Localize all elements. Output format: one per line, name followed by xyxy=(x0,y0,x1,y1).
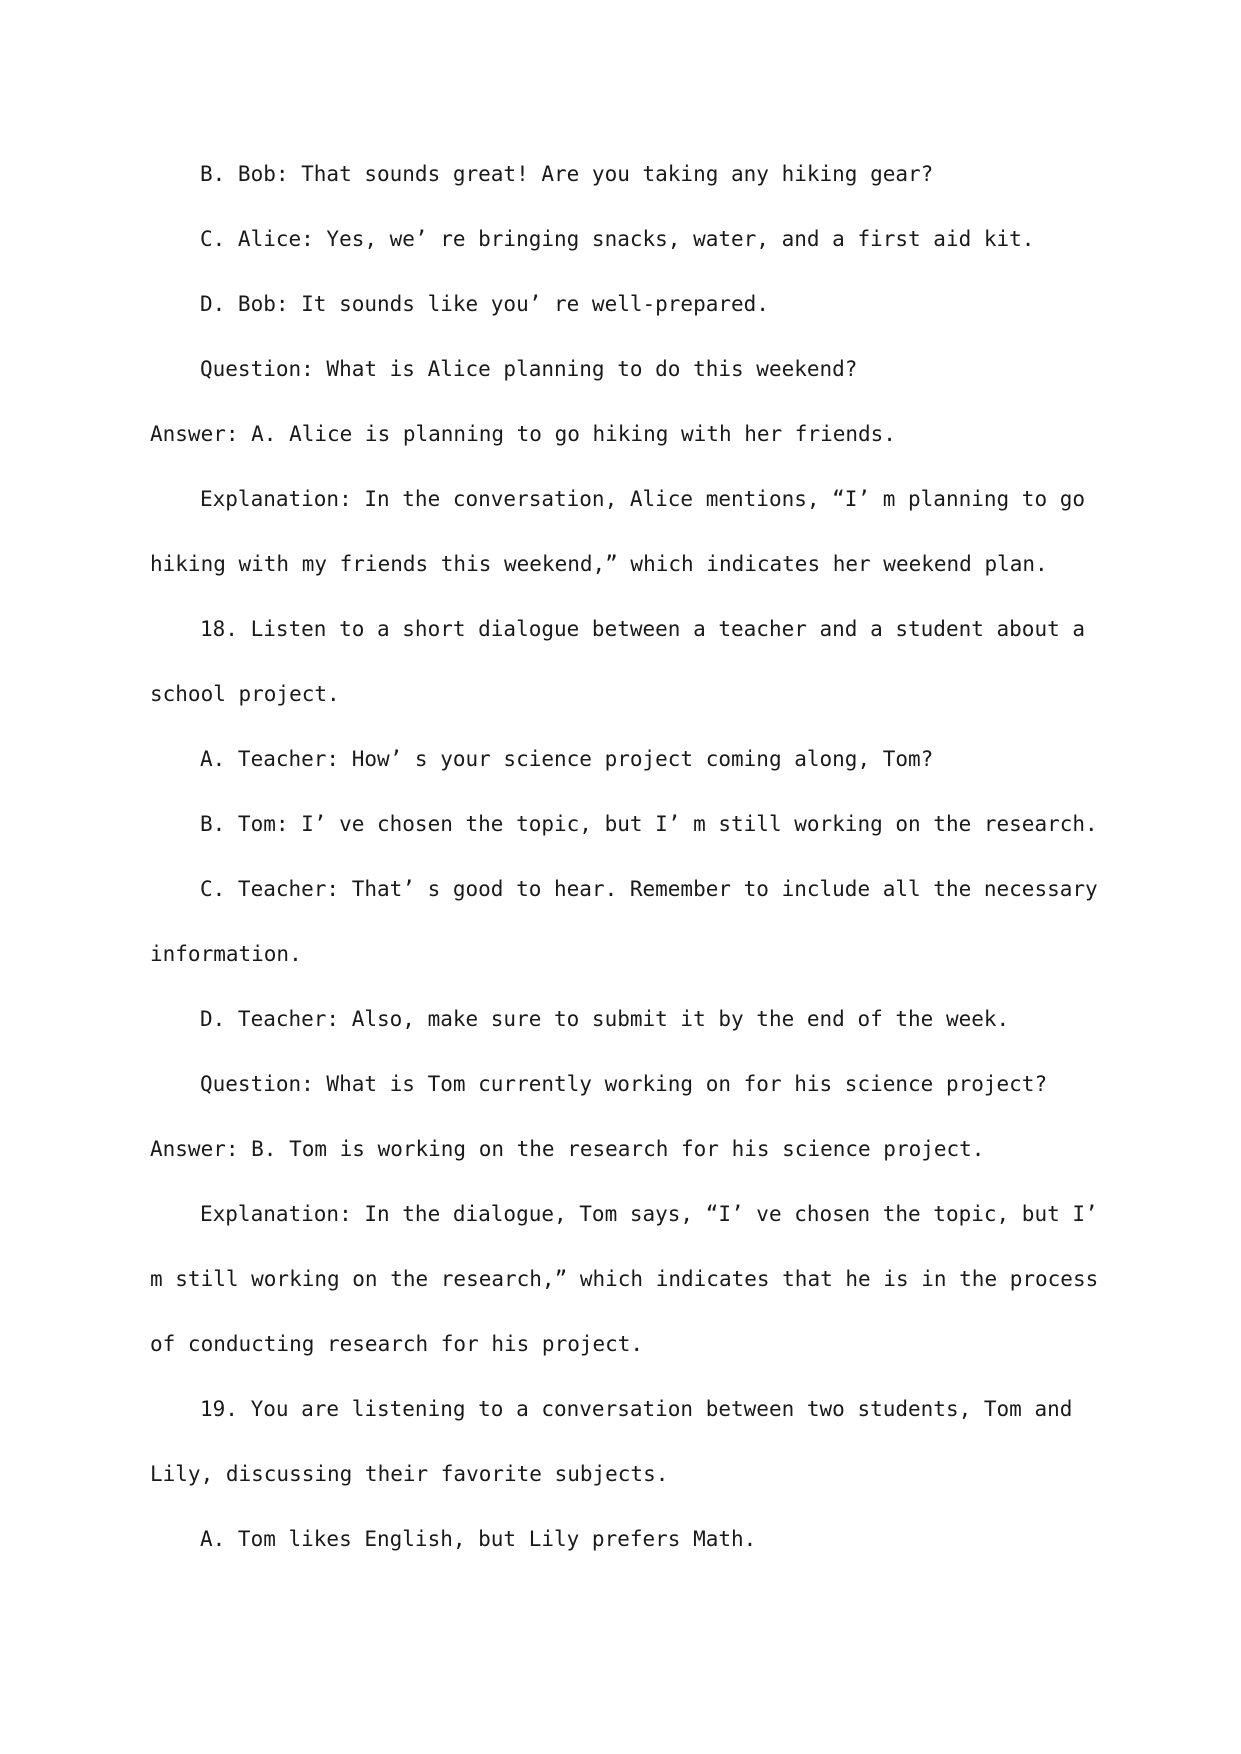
question-18: Question: What is Tom currently working on for his science project? xyxy=(200,1072,1048,1096)
option-c-alice: C. Alice: Yes, we’ re bringing snacks, water, and a first aid kit. xyxy=(200,227,1035,251)
question-18-prompt: 18. Listen to a short dialogue between a teacher and a student about a school project. xyxy=(150,617,1098,706)
question-17: Question: What is Alice planning to do this weekend? xyxy=(200,357,858,381)
question-19-prompt: 19. You are listening to a conversation between two students, Tom and Lily, discussing their favorite subjects. xyxy=(150,1397,1086,1486)
answer-18: Answer: B. Tom is working on the research for his science project. xyxy=(150,1137,985,1161)
option-b-bob: B. Bob: That sounds great! Are you taking any hiking gear? xyxy=(200,162,934,186)
answer-17: Answer: A. Alice is planning to go hiking with her friends. xyxy=(150,422,896,446)
option-a-teacher: A. Teacher: How’ s your science project coming along, Tom? xyxy=(200,747,934,771)
option-a-tom-lily: A. Tom likes English, but Lily prefers Math. xyxy=(200,1527,757,1551)
option-b-tom: B. Tom: I’ ve chosen the topic, but I’ m still working on the research. xyxy=(200,812,1098,836)
explanation-18: Explanation: In the dialogue, Tom says, “I’ ve chosen the topic, but I’ m still working on the research,” which indicates that he is in the process of conducting research for his project. xyxy=(150,1202,1111,1356)
option-d-teacher: D. Teacher: Also, make sure to submit it by the end of the week. xyxy=(200,1007,1010,1031)
option-c-teacher: C. Teacher: That’ s good to hear. Remember to include all the necessary information. xyxy=(150,877,1111,966)
document-body xyxy=(150,142,1111,1572)
option-d-bob: D. Bob: It sounds like you’ re well-prepared. xyxy=(200,292,769,316)
explanation-17: Explanation: In the conversation, Alice mentions, “I’ m planning to go hiking with my friends this weekend,” which indicates her weekend plan. xyxy=(150,487,1098,576)
